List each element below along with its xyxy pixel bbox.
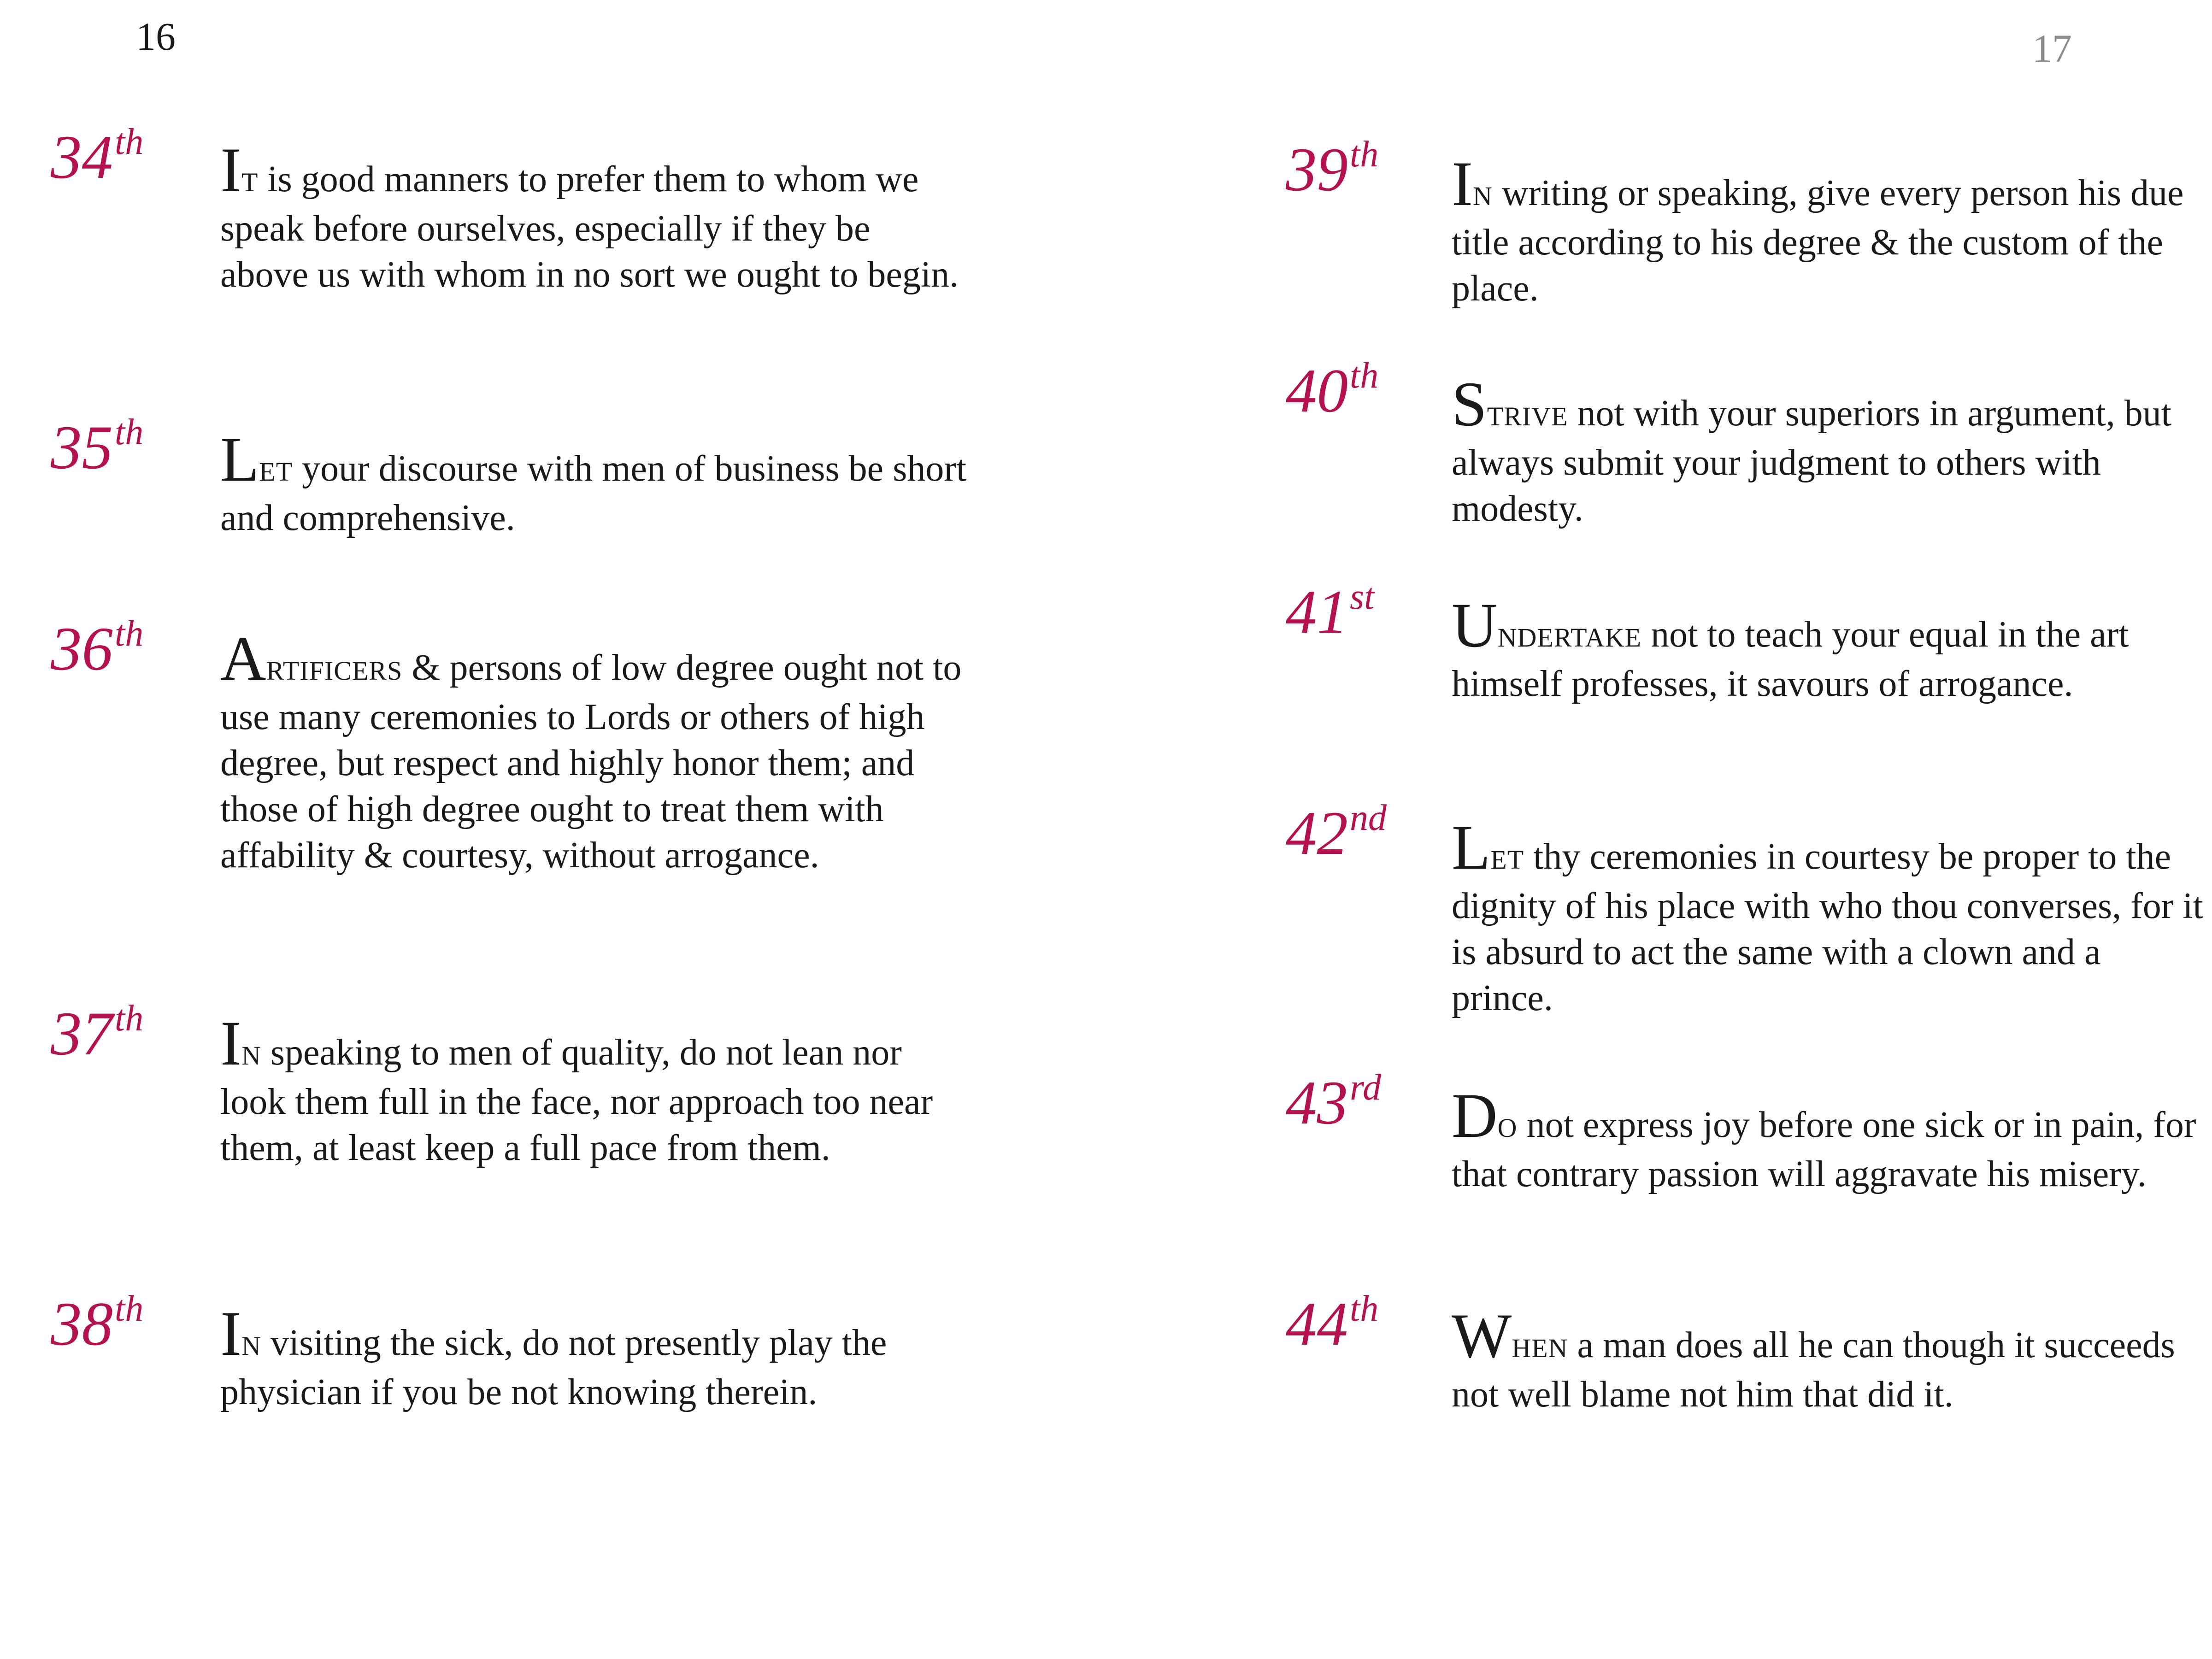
rule-number: 34th [51,122,144,192]
rule-number: 40th [1286,355,1379,425]
rule-number: 44th [1286,1288,1379,1359]
rule-number: 38th [51,1288,144,1359]
rule-number: 43rd [1286,1067,1382,1137]
rule-number: 35th [51,412,144,482]
rule-text: UNDERTAKE not to teach your equal in the art himself professes, it savours of arrogance. [1452,590,2129,704]
rule-text: DO not express joy before one sick or in pain, for that contrary passion will aggravate his misery. [1452,1080,2196,1194]
rule-text: LET thy ceremonies in courtesy be proper to the dignity of his place with who thou converses, for it is absurd to act the same with a clown and a prince. [1452,812,2203,1018]
rule-text: IN writing or speaking, give every person his due title according to his degree & the custom of the place. [1452,148,2184,309]
rule-number: 42nd [1286,798,1387,868]
rule-number: 39th [1286,134,1379,204]
page-number: 16 [136,14,176,59]
rule-text: ARTIFICERS & persons of low degree ought not to use many ceremonies to Lords or others of high degree, but respect and highly honor them; and those of high degree ought to treat them with affability & courtesy, without arrogance. [220,623,962,876]
right-page [1106,0,2212,1659]
rule-text: IN speaking to men of quality, do not lean nor look them full in the face, nor approach too near them, at least keep a full pace from them. [220,1008,933,1168]
page-number: 17 [2032,26,2072,71]
rule-text: IN visiting the sick, do not presently play the physician if you be not knowing therein. [220,1298,887,1412]
rule-number: 41st [1286,577,1375,647]
rule-text: STRIVE not with your superiors in argument, but always submit your judgment to others with modesty. [1452,369,2171,529]
rule-number: 37th [51,998,144,1068]
rule-text: WHEN a man does all he can though it succeeds not well blame not him that did it. [1452,1300,2175,1415]
rule-text: IT is good manners to prefer them to whom we speak before ourselves, especially if they be above us with whom in no sort we ought to begin. [220,135,959,295]
rule-number: 36th [51,613,144,683]
rule-text: LET your discourse with men of business be short and comprehensive. [220,424,967,538]
